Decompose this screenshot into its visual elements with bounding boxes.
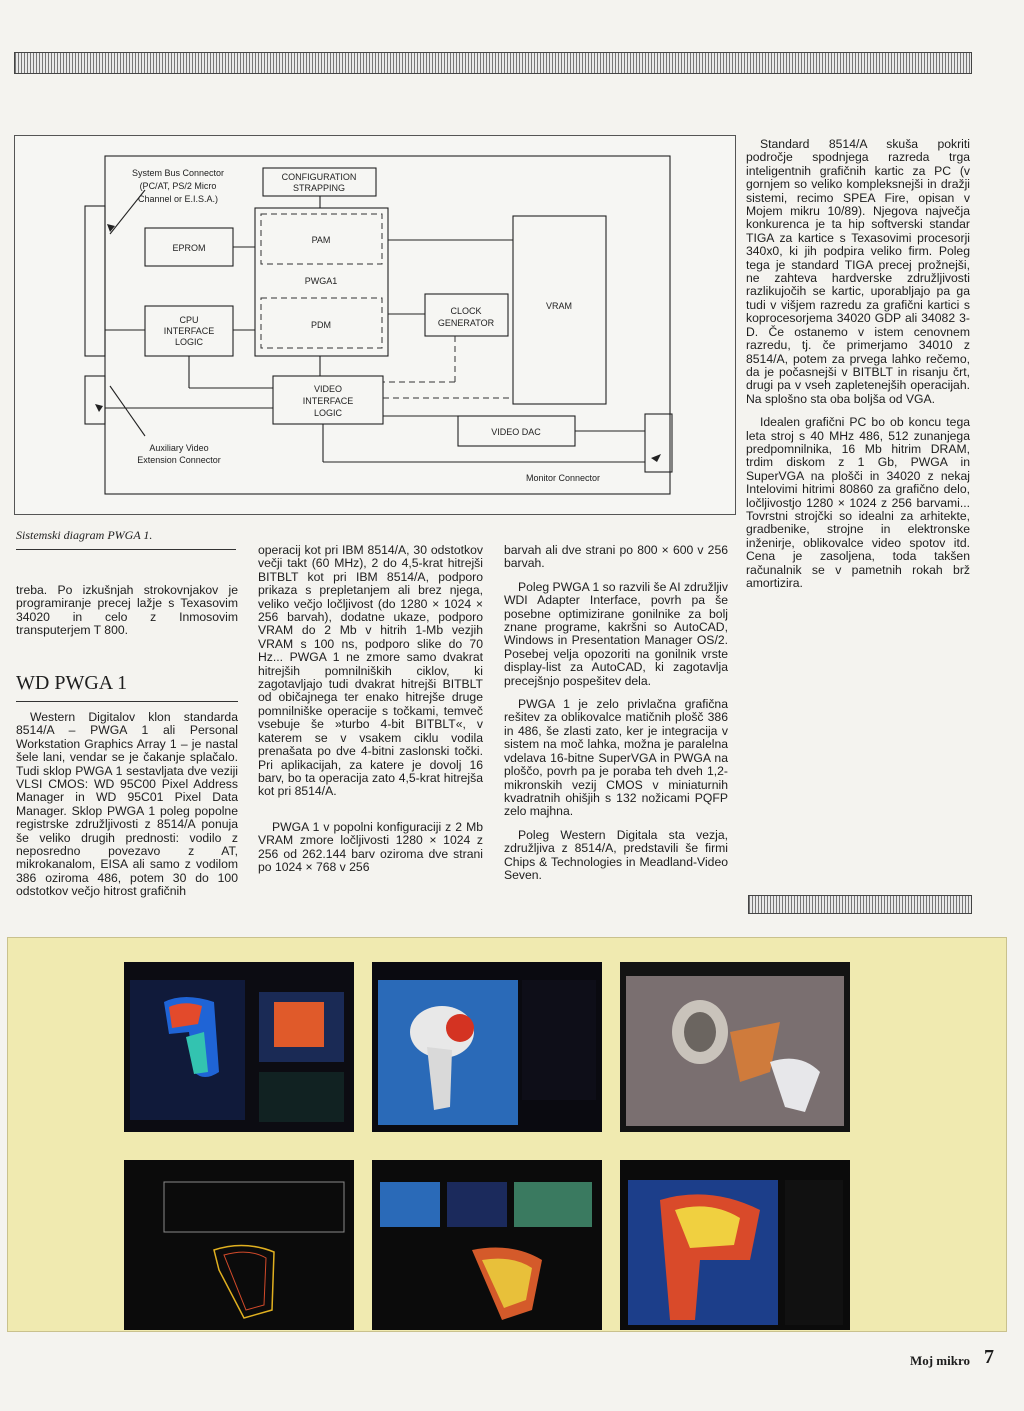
magazine-name: Moj mikro <box>909 1353 970 1368</box>
column-3 <box>504 544 728 892</box>
video-if-line-1: VIDEO <box>313 384 343 394</box>
diagram-lines <box>15 136 735 514</box>
page-number: 7 <box>984 1346 994 1368</box>
clock-line-1: CLOCK <box>450 306 482 316</box>
monitor-label: Monitor Connector <box>525 473 601 483</box>
screenshot-dryer-multiview <box>372 1160 602 1330</box>
system-diagram <box>14 135 736 515</box>
screenshot-dryer-closeup <box>620 1160 850 1330</box>
diagram-caption: Sistemski diagram PWGA 1. <box>16 528 236 550</box>
section-heading: WD PWGA 1 <box>16 672 238 702</box>
column-1-intro <box>16 584 238 648</box>
screenshot-dryer-3d-model <box>372 962 602 1132</box>
screenshot-dryer-rendering <box>620 962 850 1132</box>
system-bus-line-2: (PC/AT, PS/2 Micro <box>139 181 217 191</box>
system-bus-line-1: System Bus Connector <box>131 168 225 178</box>
col2-paragraph-2: PWGA 1 v popolni konfiguraciji z 2 Mb VRAM zmore ločljivosti 1280 × 1024 z 256 od 262.144 barv oziroma dve strani po 1024 × 768 v 256 <box>258 819 483 874</box>
column-2 <box>258 544 483 884</box>
cpu-line-2: INTERFACE <box>163 326 215 336</box>
eprom-label: EPROM <box>172 243 206 253</box>
video-dac-label: VIDEO DAC <box>491 427 541 437</box>
pwga-label: PWGA1 <box>304 276 338 286</box>
video-if-line-2: INTERFACE <box>302 396 354 406</box>
col4-paragraph-2: Idealen grafični PC bo ob koncu tega leta stroj s 40 MHz 486, 512 zunanjega predpomnilnika, 16 Mb hitrim DRAM, trdim diskom z 1 Gb, PWGA in SuperVGA na plošči in 34020 z nekaj Intelovimi hitrimi 80860 za grafično delo, ločljivostjo 1280 × 1024 z 256 barvami... Tovrstni strojčki so idealni za arhitekte, gradbenike, strojne in elektronske inženirje, oblikovalce video spotov itd. Cena je zasoljena, toda takšen računalnik se v pametnih rokah brž amortizira. <box>746 415 970 590</box>
bottom-right-decor-bar <box>748 895 972 914</box>
col4-paragraph-1: Standard 8514/A skuša pokriti področje spodnjega razreda trga inteligentnih grafičnih kartic za PC (v gornjem so veliko kompleksnejši in dražji sistemi, recimo SPEA Fire, opisan v Mojem mikru 10/89). Njegova največja konkurenca je ta hip softverski standar TIGA za kartice s Texasovimi procesorji 340x0, ki jih podpira veliko firm. Poleg tega je standard TIGA precej prožnejši, ne zahteva hardverske združljivosti razlikujočih se kartic, uporabljajo pa ga tudi v višjem razredu za grafični kartici s koprocesorjema 34020 GDP ali 34082 3-D. Če ostanemo v istem cenovnem razredu, tj. če primerjamo 34010 z 8514/A, potem za prvega lahko rečemo, da je počasnejši v BITBLT in risanju črt, drugi pa v vseh zapletenejših operacijah. Na splošno sta oba boljša od VGA. <box>746 137 970 406</box>
screenshot-dryer-wireframe <box>124 1160 354 1330</box>
cpu-line-3: LOGIC <box>174 337 204 347</box>
video-if-line-3: LOGIC <box>313 408 343 418</box>
column-1-body <box>16 711 238 909</box>
col3-paragraph-1: barvah ali dve strani po 800 × 600 v 256 barvah. <box>504 543 728 571</box>
config-line-2: STRAPPING <box>292 183 346 193</box>
config-line-1: CONFIGURATION <box>281 172 357 182</box>
top-decor-bar <box>14 52 972 74</box>
aux-line-1: Auxiliary Video <box>149 443 209 453</box>
cpu-line-1: CPU <box>179 315 199 325</box>
screenshot-gallery <box>7 937 1007 1332</box>
aux-line-2: Extension Connector <box>137 455 221 465</box>
col1-body-paragraph: Western Digitalov klon standarda 8514/A – PWGA 1 ali Personal Workstation Graphics Array 1 – je nastal šele lani, vendar se je čakanje splačalo. Tudi sklop PWGA 1 sestavljata dve veziji VLSI CMOS: WD 95C00 Pixel Address Manager in WD 95C01 Pixel Data Manager. Sklop PWGA 1 poleg popolne registrske združljivosti z 8514/A ponuja še veliko drugih prednosti: vodilo z neposredno povezavo z AT, mikrokanalom, EISA ali samo z vodilom 386 oziroma 486, potem 30 do 100 odstotkov večjo hitrost grafičnih <box>16 710 238 899</box>
column-4 <box>746 138 970 600</box>
col1-intro-paragraph: treba. Po izkušnjah strokovnjakov je programiranje precej lažje s Texasovim 34020 in celo z Inmosovim transputerjem T 800. <box>16 583 238 638</box>
col3-paragraph-4: Poleg Western Digitala sta vezja, združljiva z 8514/A, predstavili še firmi Chips & Technologies in Meadland-Video Seven. <box>504 827 728 882</box>
system-bus-line-3: Channel or E.I.S.A.) <box>137 194 219 204</box>
col3-paragraph-2: Poleg PWGA 1 so razvili še AI združljiv WDI Adapter Interface, povrh pa še posebne optimizirane gonilnike za bolj znane programe, kakršni so AutoCAD, Windows in Presentation Manager OS/2. Posebej velja opozoriti na gonilnik vrste display-list za AutoCAD, ki zagotavlja precejšnjo pospešitev dela. <box>504 579 728 688</box>
screenshot-dryer-stress-map <box>124 962 354 1132</box>
col3-paragraph-3: PWGA 1 je zelo privlačna grafična rešitev za oblikovalce matičnih plošč 386 in 486, še zlasti zato, ker je integracija v sistem na moč lahka, možna je paralelna vdelava 16-bitne SuperVGA in PWGA na ploščo, povrh pa je poraba teh dveh 1,2-mikronskih vezij CMOS v miniaturnih kvadratnih ohišjih s 132 nožicami PQFP zelo majhna. <box>504 697 728 819</box>
pdm-label: PDM <box>311 320 331 330</box>
pam-label: PAM <box>311 235 331 245</box>
vram-label: VRAM <box>545 301 573 311</box>
clock-line-2: GENERATOR <box>437 318 495 328</box>
col2-paragraph-1: operacij kot pri IBM 8514/A, 30 odstotkov večji takt (60 MHz), 2 do 4,5-krat hitrejši BITBLT kot pri IBM 8514/A, podporo prikaza s prepletanjem ali brez njega, veliko večjo ločljivost (do 1280 × 1024 × 256 barvah), dodatne ukaze, podporo VRAM do 2 Mb v hitrih 1-Mb vezjih VRAM s 100 ns, podporo slike do 70 Hz... PWGA 1 ne zmore samo dvakrat hitrejših pomnilniških ciklov, ki zagotavljajo tudi dvakrat hitrejši BITBLT od običajnega ter enako hitrejše druge pomnilniške operacije s točkami, temveč vsebuje še »turbo 4-bit BITBLT«, v katerem se v vsakem ciklu vodila prenašata po dve 4-bitni zaslonski točki. Pri aplikacijah, za katere je dovolj 16 barv, bo ta operacija zato 4,5-krat hitrejša kot pri 8514/A. <box>258 543 483 799</box>
